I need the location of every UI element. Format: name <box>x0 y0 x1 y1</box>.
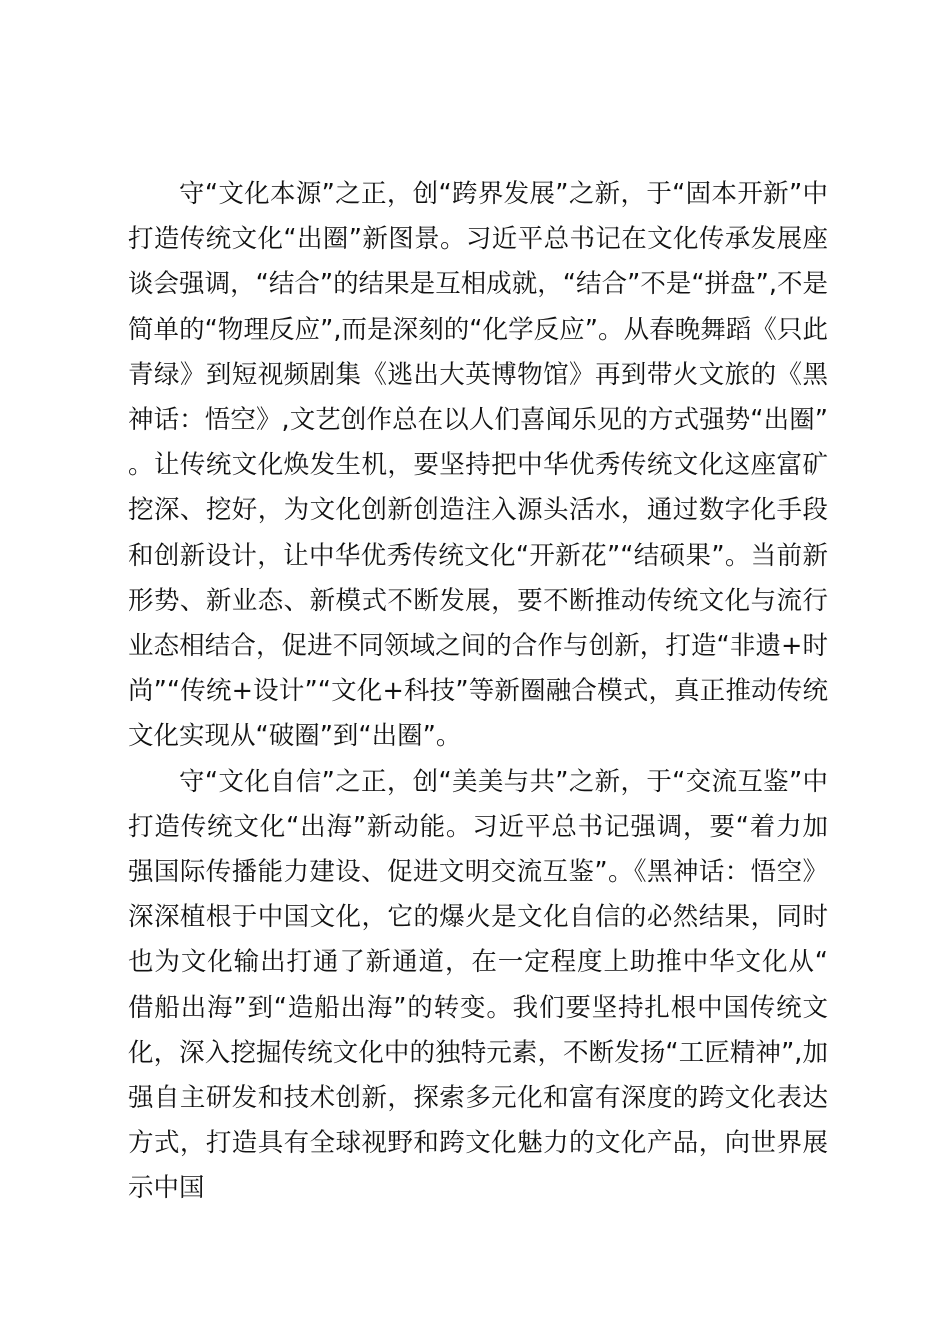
paragraph-1: 守“文化本源”之正，创“跨界发展”之新，于“固本开新”中打造传统文化“出圈”新图景。习近平总书记在文化传承发展座谈会强调，“结合”的结果是互相成就，“结合”不是“拼盘”,不是简单的“物理反应”,而是深刻的“化学反应”。从春晚舞蹈《只此青绿》到短视频剧集《逃出大英博物馆》再到带火文旅的《黑神话：悟空》,文艺创作总在以人们喜闻乐见的方式强势“出圈”。让传统文化焕发生机，要坚持把中华优秀传统文化这座富矿挖深、挖好，为文化创新创造注入源头活水，通过数字化手段和创新设计，让中华优秀传统文化“开新花”“结硕果”。当前新形势、新业态、新模式不断发展，要不断推动传统文化与流行业态相结合，促进不同领域之间的合作与创新，打造“非遗+时尚”“传统+设计”“文化+科技”等新圈融合模式，真正推动传统文化实现从“破圈”到“出圈”。 <box>128 179 828 752</box>
paragraph-2: 守“文化自信”之正，创“美美与共”之新，于“交流互鉴”中打造传统文化“出海”新动能。习近平总书记强调，要“着力加强国际传播能力建设、促进文明交流互鉴”。《黑神话：悟空》深深植根于中国文化，它的爆火是文化自信的必然结果，同时也为文化输出打通了新通道，在一定程度上助推中华文化从“借船出海”到“造船出海”的转变。我们要坚持扎根中国传统文化，深入挖掘传统文化中的独特元素，不断发扬“工匠精神”,加强自主研发和技术创新，探索多元化和富有深度的跨文化表达方式，打造具有全球视野和跨文化魅力的文化产品，向世界展示中国 <box>128 766 828 1204</box>
article-body <box>128 172 828 1212</box>
